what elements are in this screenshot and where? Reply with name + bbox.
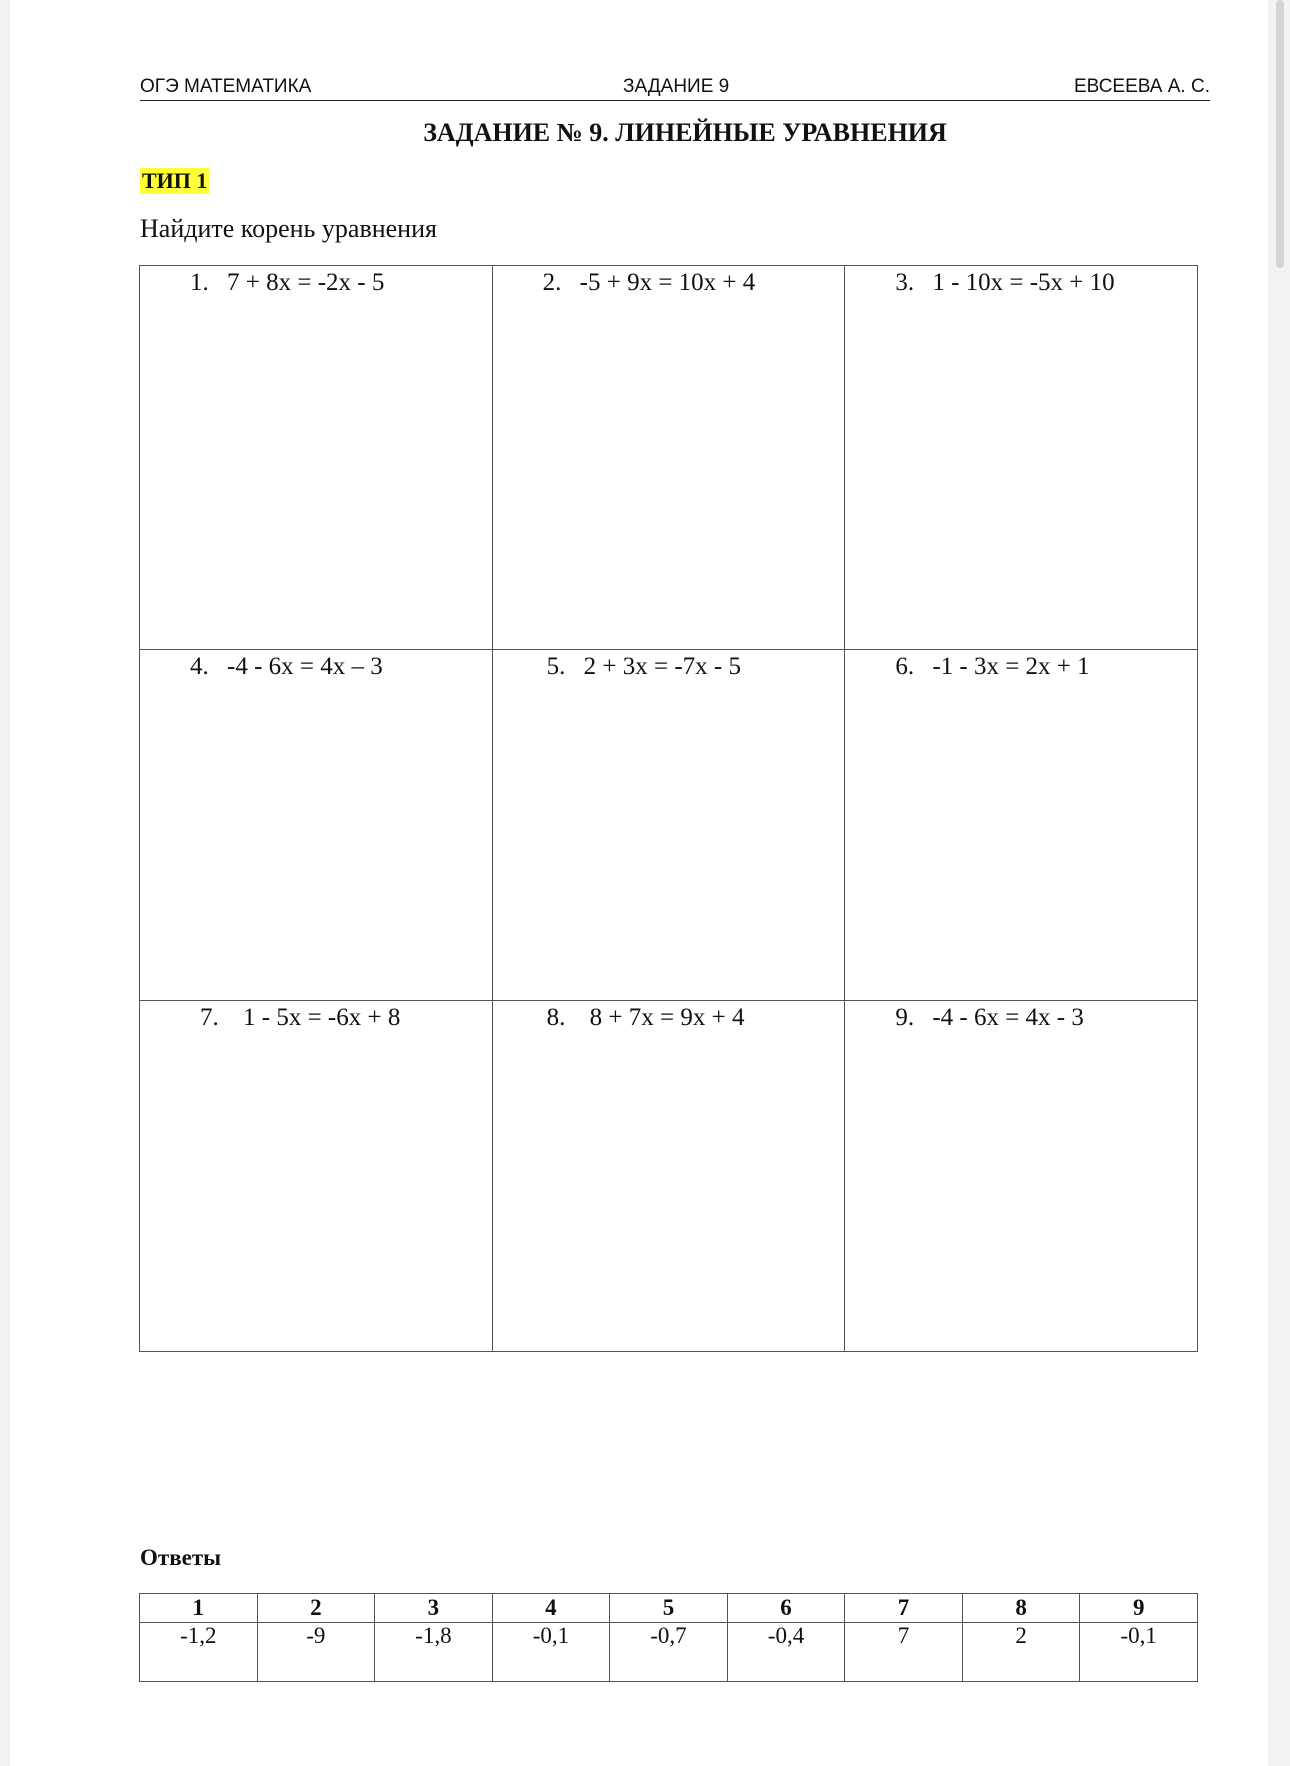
tasks-row — [140, 266, 1198, 650]
tasks-row — [140, 650, 1198, 1001]
answer-value-cell: -1,2 — [140, 1623, 258, 1682]
tasks-grid — [139, 265, 1198, 1352]
answer-value-cell: -1,8 — [375, 1623, 493, 1682]
answer-header-cell: 7 — [845, 1594, 963, 1623]
answer-header-cell: 1 — [140, 1594, 258, 1623]
answer-value-cell: -9 — [257, 1623, 375, 1682]
answer-header-cell: 8 — [962, 1594, 1080, 1623]
task-equation: 1 - 5x = -6x + 8 — [243, 1004, 401, 1031]
answer-header-cell: 2 — [257, 1594, 375, 1623]
task-equation: 2 + 3x = -7x - 5 — [583, 653, 742, 680]
task-number: 2. — [542, 269, 562, 296]
answer-header-cell: 9 — [1080, 1594, 1198, 1623]
task-cell-1 — [140, 266, 493, 650]
task-equation: 7 + 8x = -2x - 5 — [227, 269, 385, 296]
task-number: 4. — [190, 653, 209, 680]
type-label-highlighted: ТИП 1 — [142, 168, 208, 193]
task-cell-5 — [492, 650, 845, 1001]
answers-title: Ответы — [140, 1545, 222, 1570]
answer-value-cell: 7 — [845, 1623, 963, 1682]
answer-header-cell: 5 — [610, 1594, 728, 1623]
task-cell-6 — [845, 650, 1198, 1001]
task-equation: 8 + 7x = 9x + 4 — [589, 1004, 745, 1031]
task-number: 9. — [895, 1004, 915, 1031]
task-cell-7 — [140, 1001, 493, 1352]
tasks-row — [140, 1001, 1198, 1352]
task-number: 8. — [546, 1004, 566, 1031]
task-cell-8 — [492, 1001, 845, 1352]
answer-value-cell: -0,1 — [492, 1623, 610, 1682]
instruction-text: Найдите корень уравнения — [140, 214, 437, 243]
answers-value-row — [140, 1623, 1198, 1682]
task-equation: -5 + 9x = 10x + 4 — [579, 269, 756, 296]
task-cell-4 — [140, 650, 493, 1001]
scrollbar-thumb[interactable] — [1276, 0, 1284, 268]
task-number: 7. — [200, 1004, 219, 1031]
header-task: ЗАДАНИЕ 9 — [623, 76, 730, 97]
task-number: 3. — [895, 269, 915, 296]
answer-value-cell: -0,1 — [1080, 1623, 1198, 1682]
task-equation: -4 - 6x = 4x – 3 — [227, 653, 383, 680]
answers-table — [139, 1593, 1198, 1682]
task-cell-3 — [845, 266, 1198, 650]
header-author: ЕВСЕЕВА А. С. — [1073, 76, 1210, 97]
answer-header-cell: 3 — [375, 1594, 493, 1623]
task-number: 6. — [895, 653, 915, 680]
answer-value-cell: -0,4 — [727, 1623, 845, 1682]
task-equation: 1 - 10x = -5x + 10 — [932, 269, 1115, 296]
answer-value-cell: 2 — [962, 1623, 1080, 1682]
task-equation: -4 - 6x = 4x - 3 — [932, 1004, 1084, 1031]
task-number: 5. — [546, 653, 566, 680]
answers-header-row — [140, 1594, 1198, 1623]
document-page — [10, 0, 1268, 1766]
task-cell-9 — [845, 1001, 1198, 1352]
answer-header-cell: 6 — [727, 1594, 845, 1623]
task-number: 1. — [190, 269, 209, 296]
answer-value-cell: -0,7 — [610, 1623, 728, 1682]
page-title: ЗАДАНИЕ № 9. ЛИНЕЙНЫЕ УРАВНЕНИЯ — [423, 118, 947, 147]
answer-header-cell: 4 — [492, 1594, 610, 1623]
task-cell-2 — [492, 266, 845, 650]
header-subject: ОГЭ МАТЕМАТИКА — [140, 76, 312, 97]
running-header — [140, 76, 1210, 101]
task-equation: -1 - 3x = 2x + 1 — [932, 653, 1090, 680]
